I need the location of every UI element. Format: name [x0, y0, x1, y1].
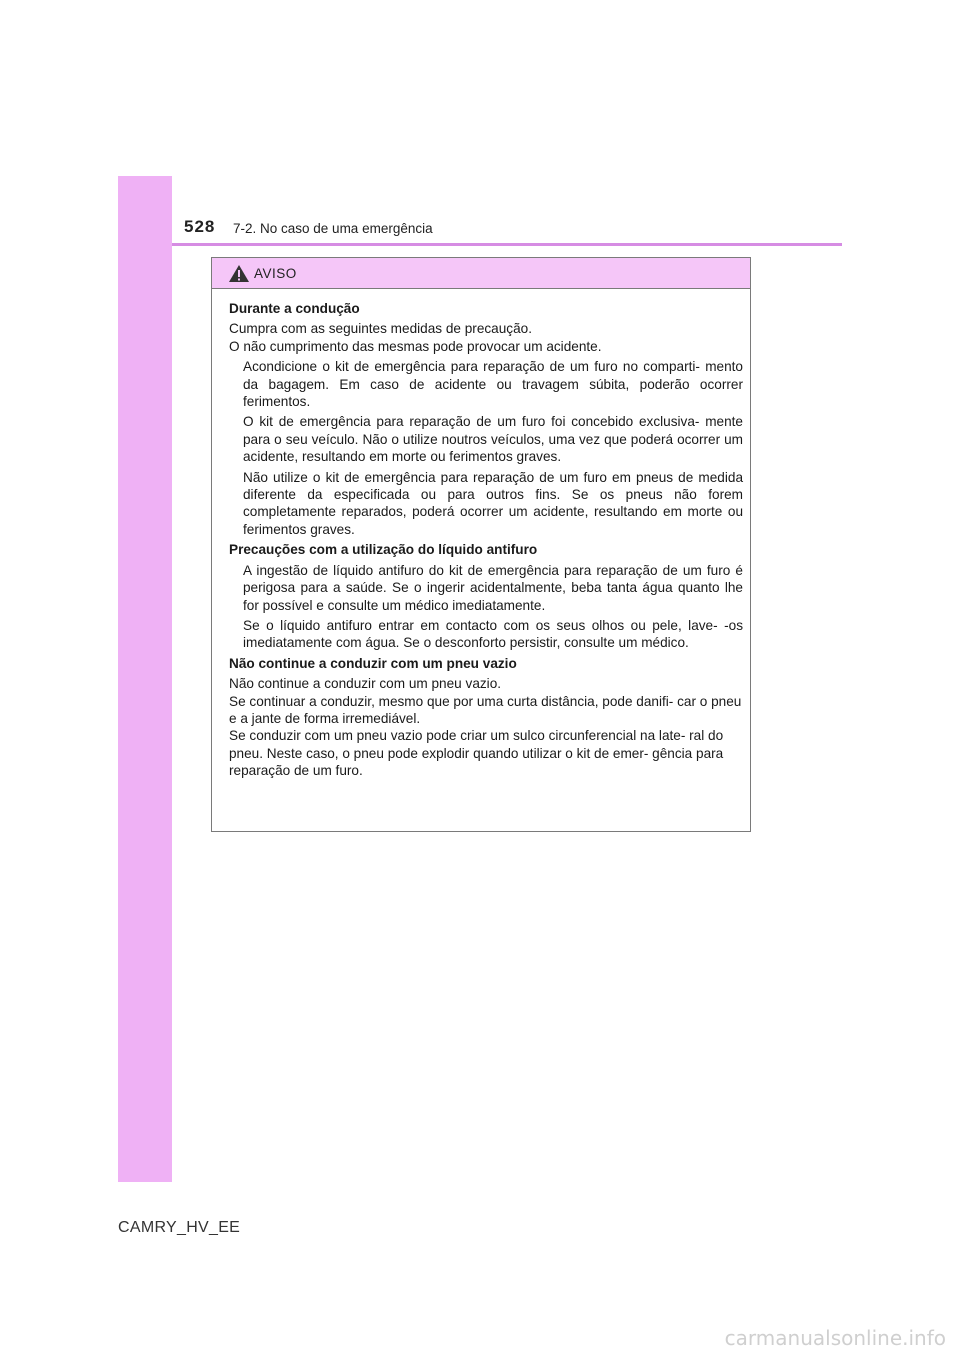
paragraph: Não continue a conduzir com um pneu vazio. Se continuar a conduzir, mesmo que por uma curta distância, pode danifi- car o pneu e a jante de forma irremediável. Se conduzir com um pneu vazio pode criar um sulco circunferencial na late- ral do pneu. Neste caso, o pneu pode explodir quando utilizar o kit de emer- gência para reparação de um furo. — [229, 676, 742, 779]
header-divider — [172, 243, 842, 246]
warning-body — [212, 289, 750, 780]
warning-box — [211, 257, 751, 832]
bullet-paragraph: Acondicione o kit de emergência para reparação de um furo no comparti- mento da bagagem. Em caso de acidente ou travagem súbita, poderão ocorrer ferimentos. — [243, 359, 743, 410]
section-title: 7-2. No caso de uma emergência — [233, 221, 433, 236]
warning-label: AVISO — [254, 265, 297, 281]
warning-triangle-icon — [228, 264, 250, 283]
bullet-paragraph: Não utilize o kit de emergência para reparação de um furo em pneus de medida diferente da especificada ou para outros fins. Se os pneus não forem completamente reparados, poderá ocorrer um acidente, resultando em morte ou ferimentos graves. — [243, 469, 743, 537]
section-heading: Durante a condução — [229, 301, 360, 316]
side-color-band — [118, 176, 172, 1182]
bullet-paragraph: Se o líquido antifuro entrar em contacto com os seus olhos ou pele, lave- -os imediatamente com água. Se o desconforto persistir, consulte um médico. — [243, 617, 743, 651]
section-heading: Precauções com a utilização do líquido antifuro — [229, 542, 538, 558]
bullet-paragraph: O kit de emergência para reparação de um furo foi concebido exclusiva- mente para o seu veículo. Não o utilize noutros veículos, uma vez que poderá ocorrer um acidente, resultando em morte ou ferimentos graves. — [243, 414, 743, 465]
document-code: CAMRY_HV_EE — [118, 1219, 241, 1236]
page-number: 528 — [184, 217, 216, 236]
watermark: carmanualsonline.info — [724, 1326, 946, 1350]
paragraph: Cumpra com as seguintes medidas de precaução. O não cumprimento das mesmas pode provocar um acidente. — [229, 321, 602, 354]
warning-header — [212, 258, 750, 289]
bullet-paragraph: A ingestão de líquido antifuro do kit de emergência para reparação de um furo é perigosa para a saúde. Se o ingerir acidentalmente, beba tanta água quanto lhe for possível e consulte um médico imediatamente. — [243, 562, 743, 613]
section-heading: Não continue a conduzir com um pneu vazio — [229, 655, 517, 671]
